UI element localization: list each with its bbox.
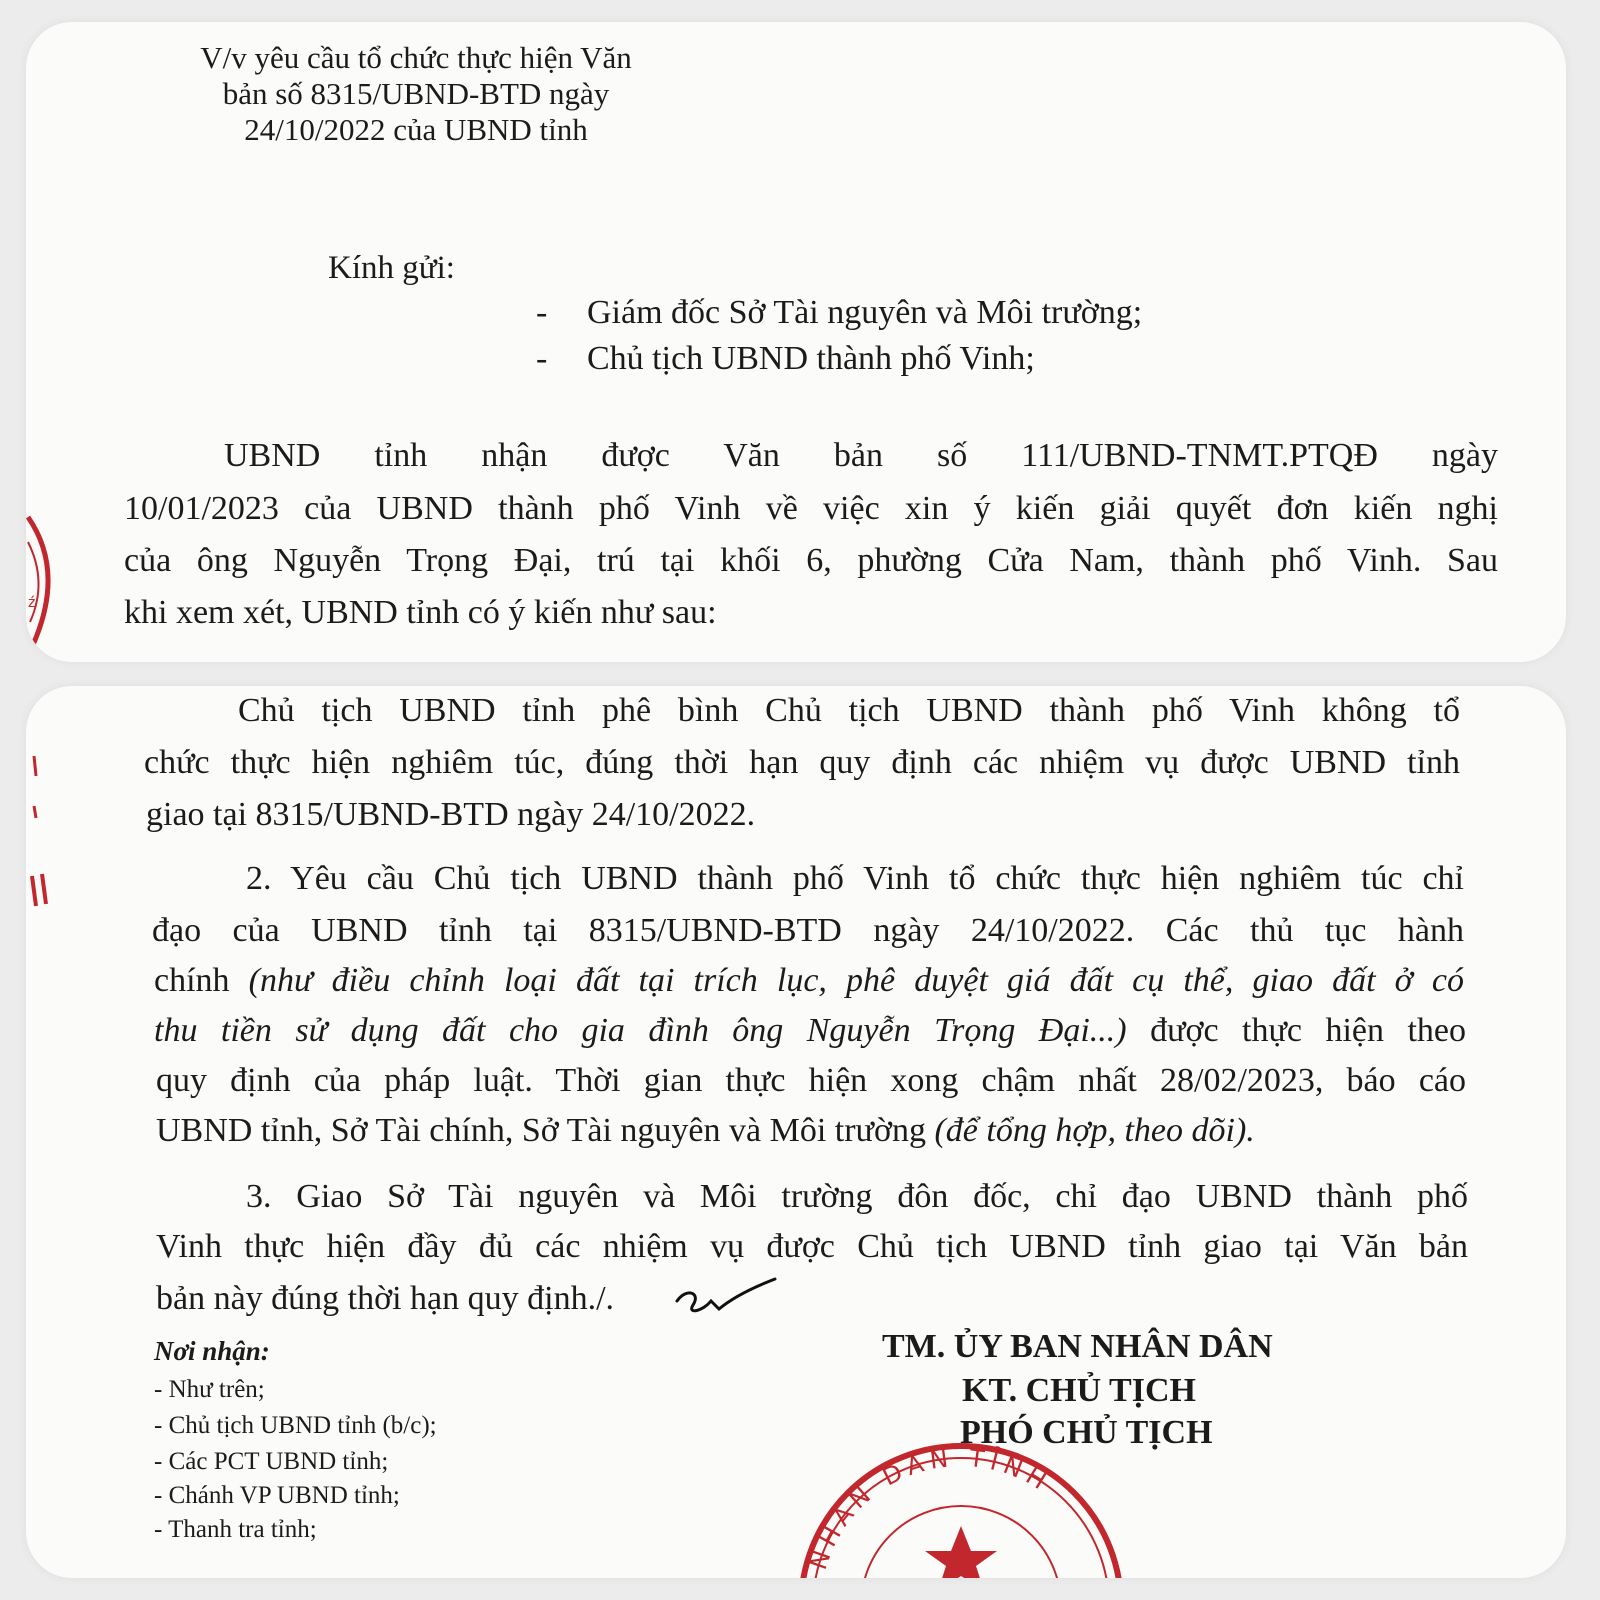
noi-nhan-item: - Các PCT UBND tỉnh;: [154, 1448, 389, 1475]
noi-nhan-item: - Chủ tịch UBND tỉnh (b/c);: [154, 1412, 437, 1439]
document-page-top: [26, 22, 1566, 662]
intro-line: khi xem xét, UBND tỉnh có ý kiến như sau:: [124, 594, 717, 631]
seal-fragment-left: [26, 512, 86, 652]
item-2-text: UBND tỉnh, Sở Tài chính, Sở Tài nguyên và Môi trường: [156, 1112, 926, 1149]
noi-nhan-item: - Thanh tra tỉnh;: [154, 1516, 317, 1543]
item-2-italic-text: (để tổng hợp, theo dõi).: [934, 1112, 1255, 1149]
item-1-line: giao tại 8315/UBND-BTD ngày 24/10/2022.: [146, 796, 756, 833]
subject-line: 24/10/2022 của UBND tỉnh: [244, 112, 588, 147]
item-2-line: đạo của UBND tỉnh tại 8315/UBND-BTD ngày 24/10/2022. Các thủ tục hành: [152, 912, 1464, 949]
signature-line: PHÓ CHỦ TỊCH: [960, 1414, 1213, 1451]
item-2-italic-text: (như điều chỉnh loại đất tại trích lục, phê duyệt giá đất cụ thể, giao đất ở có: [248, 962, 1465, 999]
noi-nhan-item: - Chánh VP UBND tỉnh;: [154, 1482, 400, 1509]
seal-text: NHÂN DÂN TỈNH: [804, 1443, 1057, 1574]
signature-line: KT. CHỦ TỊCH: [962, 1372, 1196, 1409]
item-1-line: chức thực hiện nghiêm túc, đúng thời hạn quy định các nhiệm vụ được UBND tỉnh: [144, 744, 1460, 781]
noi-nhan-item: - Như trên;: [154, 1376, 265, 1403]
item-2-text: được thực hiện theo: [1150, 1012, 1467, 1049]
recipient-item: -: [536, 294, 548, 331]
item-2-italic-text: thu tiền sử dụng đất cho gia đình ông Nguyễn Trọng Đại...): [154, 1012, 1127, 1049]
initials-signature: [671, 1271, 781, 1321]
item-2-line: [154, 962, 1464, 1000]
recipients-heading: Kính gửi:: [328, 250, 455, 286]
item-1-line: Chủ tịch UBND tỉnh phê bình Chủ tịch UBND thành phố Vinh không tổ: [238, 692, 1460, 729]
item-3-line: Vinh thực hiện đầy đủ các nhiệm vụ được Chủ tịch UBND tỉnh giao tại Văn bản: [156, 1228, 1468, 1265]
seal-fragment-left-lower: [26, 736, 66, 916]
document-page-bottom: [26, 686, 1566, 1578]
item-2-line: quy định của pháp luật. Thời gian thực hiện xong chậm nhất 28/02/2023, báo cáo: [156, 1062, 1466, 1099]
item-2-line: [156, 1112, 1255, 1150]
svg-text:ź: ź: [28, 595, 36, 611]
recipient-item: -: [536, 340, 548, 377]
signature-line: TM. ỦY BAN NHÂN DÂN: [882, 1328, 1273, 1365]
item-2-line: [154, 1012, 1466, 1050]
intro-line: UBND tỉnh nhận được Văn bản số 111/UBND-TNMT.PTQĐ ngày: [224, 437, 1498, 474]
recipient-item-label: Chủ tịch UBND thành phố Vinh;: [587, 340, 1035, 377]
recipient-item-label: Giám đốc Sở Tài nguyên và Môi trường;: [587, 294, 1143, 331]
item-2-line: 2. Yêu cầu Chủ tịch UBND thành phố Vinh tổ chức thực hiện nghiêm túc chỉ: [246, 860, 1464, 897]
subject-line: V/v yêu cầu tổ chức thực hiện Văn: [200, 40, 632, 75]
item-2-text: chính: [154, 962, 230, 999]
subject-line: bản số 8315/UBND-BTD ngày: [222, 76, 610, 111]
item-3-line: 3. Giao Sở Tài nguyên và Môi trường đôn đốc, chỉ đạo UBND thành phố: [246, 1178, 1468, 1215]
intro-line: của ông Nguyễn Trọng Đại, trú tại khối 6, phường Cửa Nam, thành phố Vinh. Sau: [124, 542, 1498, 579]
intro-line: 10/01/2023 của UBND thành phố Vinh về việc xin ý kiến giải quyết đơn kiến nghị: [124, 490, 1498, 527]
noi-nhan-title: Nơi nhận:: [154, 1336, 270, 1366]
item-3-line: bản này đúng thời hạn quy định./.: [156, 1280, 615, 1317]
